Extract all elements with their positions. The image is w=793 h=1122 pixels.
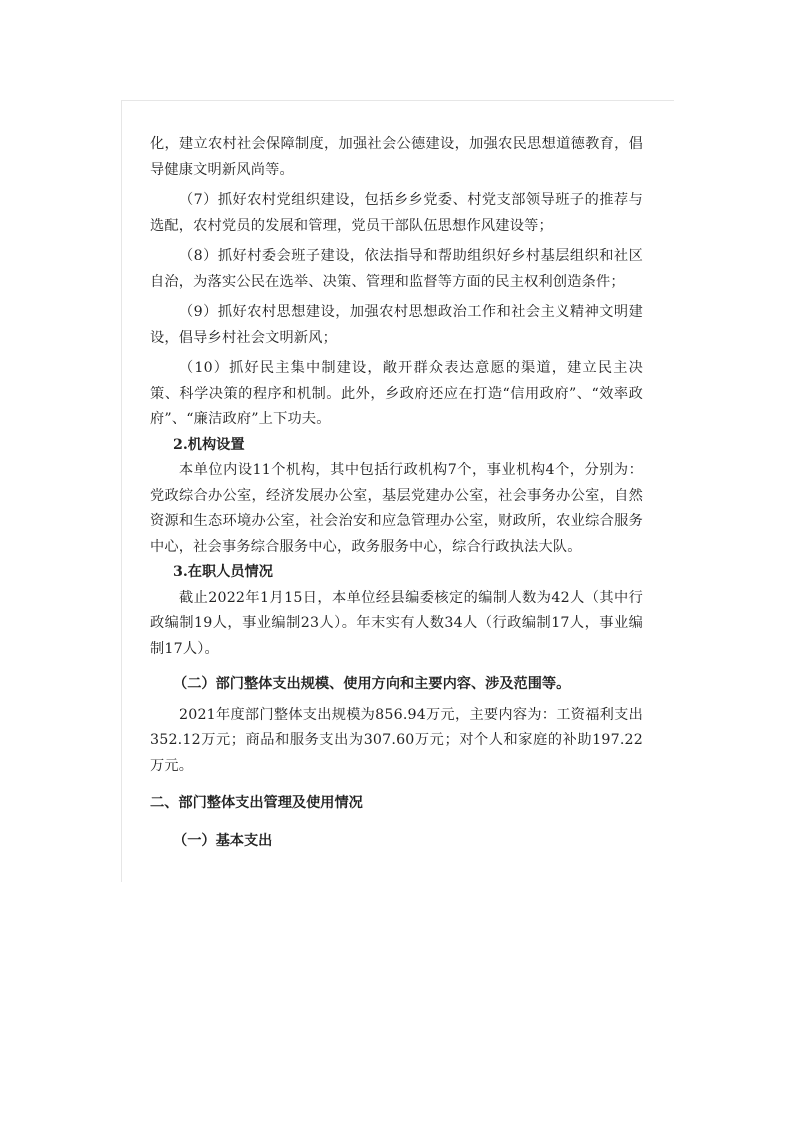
paragraph-item-7: （7）抓好农村党组织建设，包括乡乡党委、村党支部领导班子的推荐与选配，农村党员的发展和管理，党员干部队伍思想作风建设等； [150,192,643,234]
page-border-left [121,100,122,882]
subheading-basic-expenditure: （一）基本支出 [173,832,273,849]
paragraph-staff: 截止2022年1月15日，本单位经县编委核定的编制人数为42人（其中行政编制19人，事业编制23人）。年末实有人数34人（行政编制17人，事业编制17人）。 [150,589,643,657]
paragraph-item-10: （10）抓好民主集中制建设，敞开群众表达意愿的渠道，建立民主决策、科学决策的程序和机制。此外，乡政府还应在打造“信用政府”、“效率政府”、“廉洁政府”上下功夫。 [150,360,643,427]
major-heading-expenditure-management: 二、部门整体支出管理及使用情况 [150,795,363,811]
page-border-top [121,100,674,101]
section-heading-org-setup: 2.机构设置 [173,436,245,453]
section-heading-staff: 3.在职人员情况 [173,564,273,580]
paragraph-continuation: 化，建立农村社会保障制度，加强社会公德建设，加强农民思想道德教育，倡导健康文明新风尚等。 [150,136,643,178]
subheading-expenditure-scale: （二）部门整体支出规模、使用方向和主要内容、涉及范围等。 [173,676,571,692]
paragraph-org-setup: 本单位内设11个机构，其中包括行政机构7个，事业机构4个，分别为：党政综合办公室，经济发展办公室，基层党建办公室，社会事务办公室，自然资源和生态环境办公室，社会治安和应急管理办公室，财政所，农业综合服务中心，社会事务综合服务中心，政务服务中心，综合行政执法大队。 [150,462,643,555]
paragraph-expenditure: 2021年度部门整体支出规模为856.94万元，主要内容为：工资福利支出352.12万元；商品和服务支出为307.60万元；对个人和家庭的补助197.22万元。 [150,706,643,774]
paragraph-item-8: （8）抓好村委会班子建设，依法指导和帮助组织好乡村基层组织和社区自治，为落实公民在选举、决策、管理和监督等方面的民主权利创造条件； [150,248,643,290]
paragraph-item-9: （9）抓好农村思想建设，加强农村思想政治工作和社会主义精神文明建设，倡导乡村社会文明新风； [150,304,643,346]
document-body [150,132,643,854]
